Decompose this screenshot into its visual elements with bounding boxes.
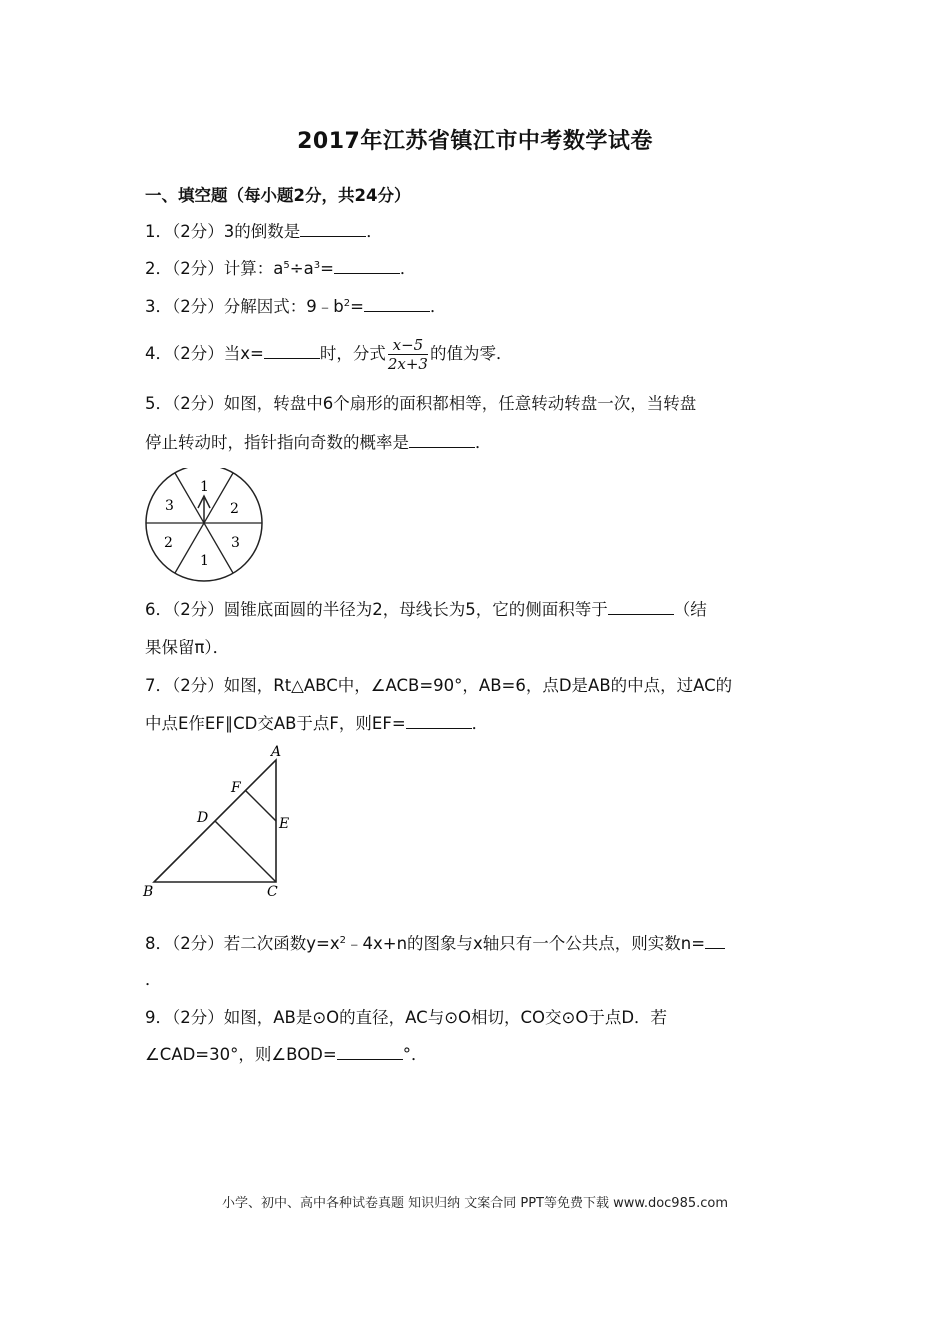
question-8-line-2 [145,970,810,990]
page-footer: 小学、初中、高中各种试卷真题 知识归纳 文案合同 PPT等免费下载 www.doc985.com [221,1196,729,1211]
answer-blank [264,344,320,359]
question-4 [145,330,810,378]
question-end: ． [145,970,162,989]
question-score: （2分） [172,344,224,363]
question-text: 分解因式：9﹣b [223,297,344,316]
question-text: 当x= [223,344,264,363]
triangle-figure [140,742,300,902]
sector-label: 2 [164,535,173,551]
equals-sign: = [350,297,364,316]
spinner-figure [142,468,268,584]
question-number: 3． [145,297,172,316]
answer-blank [608,600,674,615]
question-text: 时，分式 [319,344,386,363]
answer-blank [337,1045,403,1060]
question-number: 2． [145,259,172,278]
question-text: ∠CAD=30°，则∠BOD= [145,1045,337,1064]
answer-blank [705,934,725,949]
exponent: 2 [339,935,346,946]
question-text: 的值为零． [429,344,513,363]
sector-label: 1 [200,479,209,495]
page-title: 2017年江苏省镇江市中考数学试卷 [297,129,653,154]
answer-blank [364,297,430,312]
sector-label: 2 [230,501,239,517]
question-6 [145,600,810,620]
question-text: ﹣4x+n的图象与x轴只有一个公共点，则实数n= [345,934,706,953]
question-text: ÷a [289,259,314,278]
question-text: 中点E作EF∥CD交AB于点F，则EF= [145,714,406,733]
exponent: 5 [283,260,290,271]
question-number: 9． [145,1008,172,1027]
question-score: （2分） [172,600,224,619]
question-number: 5． [145,394,172,413]
answer-blank [409,433,475,448]
fraction-denominator: 2x+3 [387,355,428,373]
question-end: ． [471,714,489,733]
question-end: ． [366,222,383,241]
question-2 [145,259,810,279]
segment-ef [245,790,276,821]
vertex-label-b: B [143,884,154,900]
point-label-e: E [279,816,290,832]
question-7 [145,676,810,696]
sector-label: 1 [200,553,209,569]
vertex-label-c: C [267,884,278,900]
vertex-label-a: A [271,744,282,760]
question-end: °． [402,1045,428,1064]
sector-label: 3 [165,498,174,514]
question-score: （2分） [172,259,224,278]
section-heading: 一、填空题（每小题2分，共24分） [145,186,411,205]
question-end: ． [429,297,447,316]
point-label-d: D [197,810,209,826]
equals-sign: = [320,259,334,278]
question-9 [145,1008,810,1028]
answer-blank [300,222,366,237]
question-end: ． [399,259,417,278]
question-7-line-2 [145,714,810,734]
question-score: （2分） [172,1008,224,1027]
question-text: 停止转动时，指针指向奇数的概率是 [145,433,409,452]
fraction [388,336,428,373]
segment-cd [215,821,276,882]
question-text: 如图，转盘中6个扇形的面积都相等，任意转动转盘一次，当转盘 [223,394,697,413]
question-text: 如图，AB是⊙O的直径，AC与⊙O相切，CO交⊙O于点D．若 [223,1008,668,1027]
answer-blank [406,714,472,729]
question-number: 8． [145,934,172,953]
question-1 [145,222,810,242]
question-text: 圆锥底面圆的半径为2，母线长为5，它的侧面积等于 [223,600,608,619]
point-label-f: F [231,780,241,796]
question-5-line-2 [145,433,810,453]
exponent: 2 [343,298,351,309]
question-score: （2分） [172,222,224,241]
answer-blank [334,259,400,274]
question-score: （2分） [172,394,224,413]
fraction-numerator: x−5 [388,336,428,355]
question-score: （2分） [172,297,224,316]
question-6-line-2 [145,638,810,658]
question-text: 若二次函数y=x [223,934,340,953]
exponent: 3 [313,260,321,271]
question-9-line-2 [145,1045,810,1065]
question-text: 果保留π）． [145,638,230,657]
question-number: 4． [145,344,172,363]
question-score: （2分） [172,676,224,695]
question-text: 如图，Rt△ABC中，∠ACB=90°，AB=6，点D是AB的中点，过AC的 [223,676,733,695]
question-text: 3的倒数是 [223,222,301,241]
question-score: （2分） [172,934,224,953]
question-3 [145,297,810,317]
question-8 [145,934,810,954]
question-number: 7． [145,676,172,695]
question-5 [145,394,810,414]
question-text: 计算：a [223,259,284,278]
question-number: 6． [145,600,172,619]
sector-label: 3 [231,535,240,551]
question-end: ． [475,433,492,452]
question-text: （结 [673,600,707,619]
question-number: 1． [145,222,172,241]
